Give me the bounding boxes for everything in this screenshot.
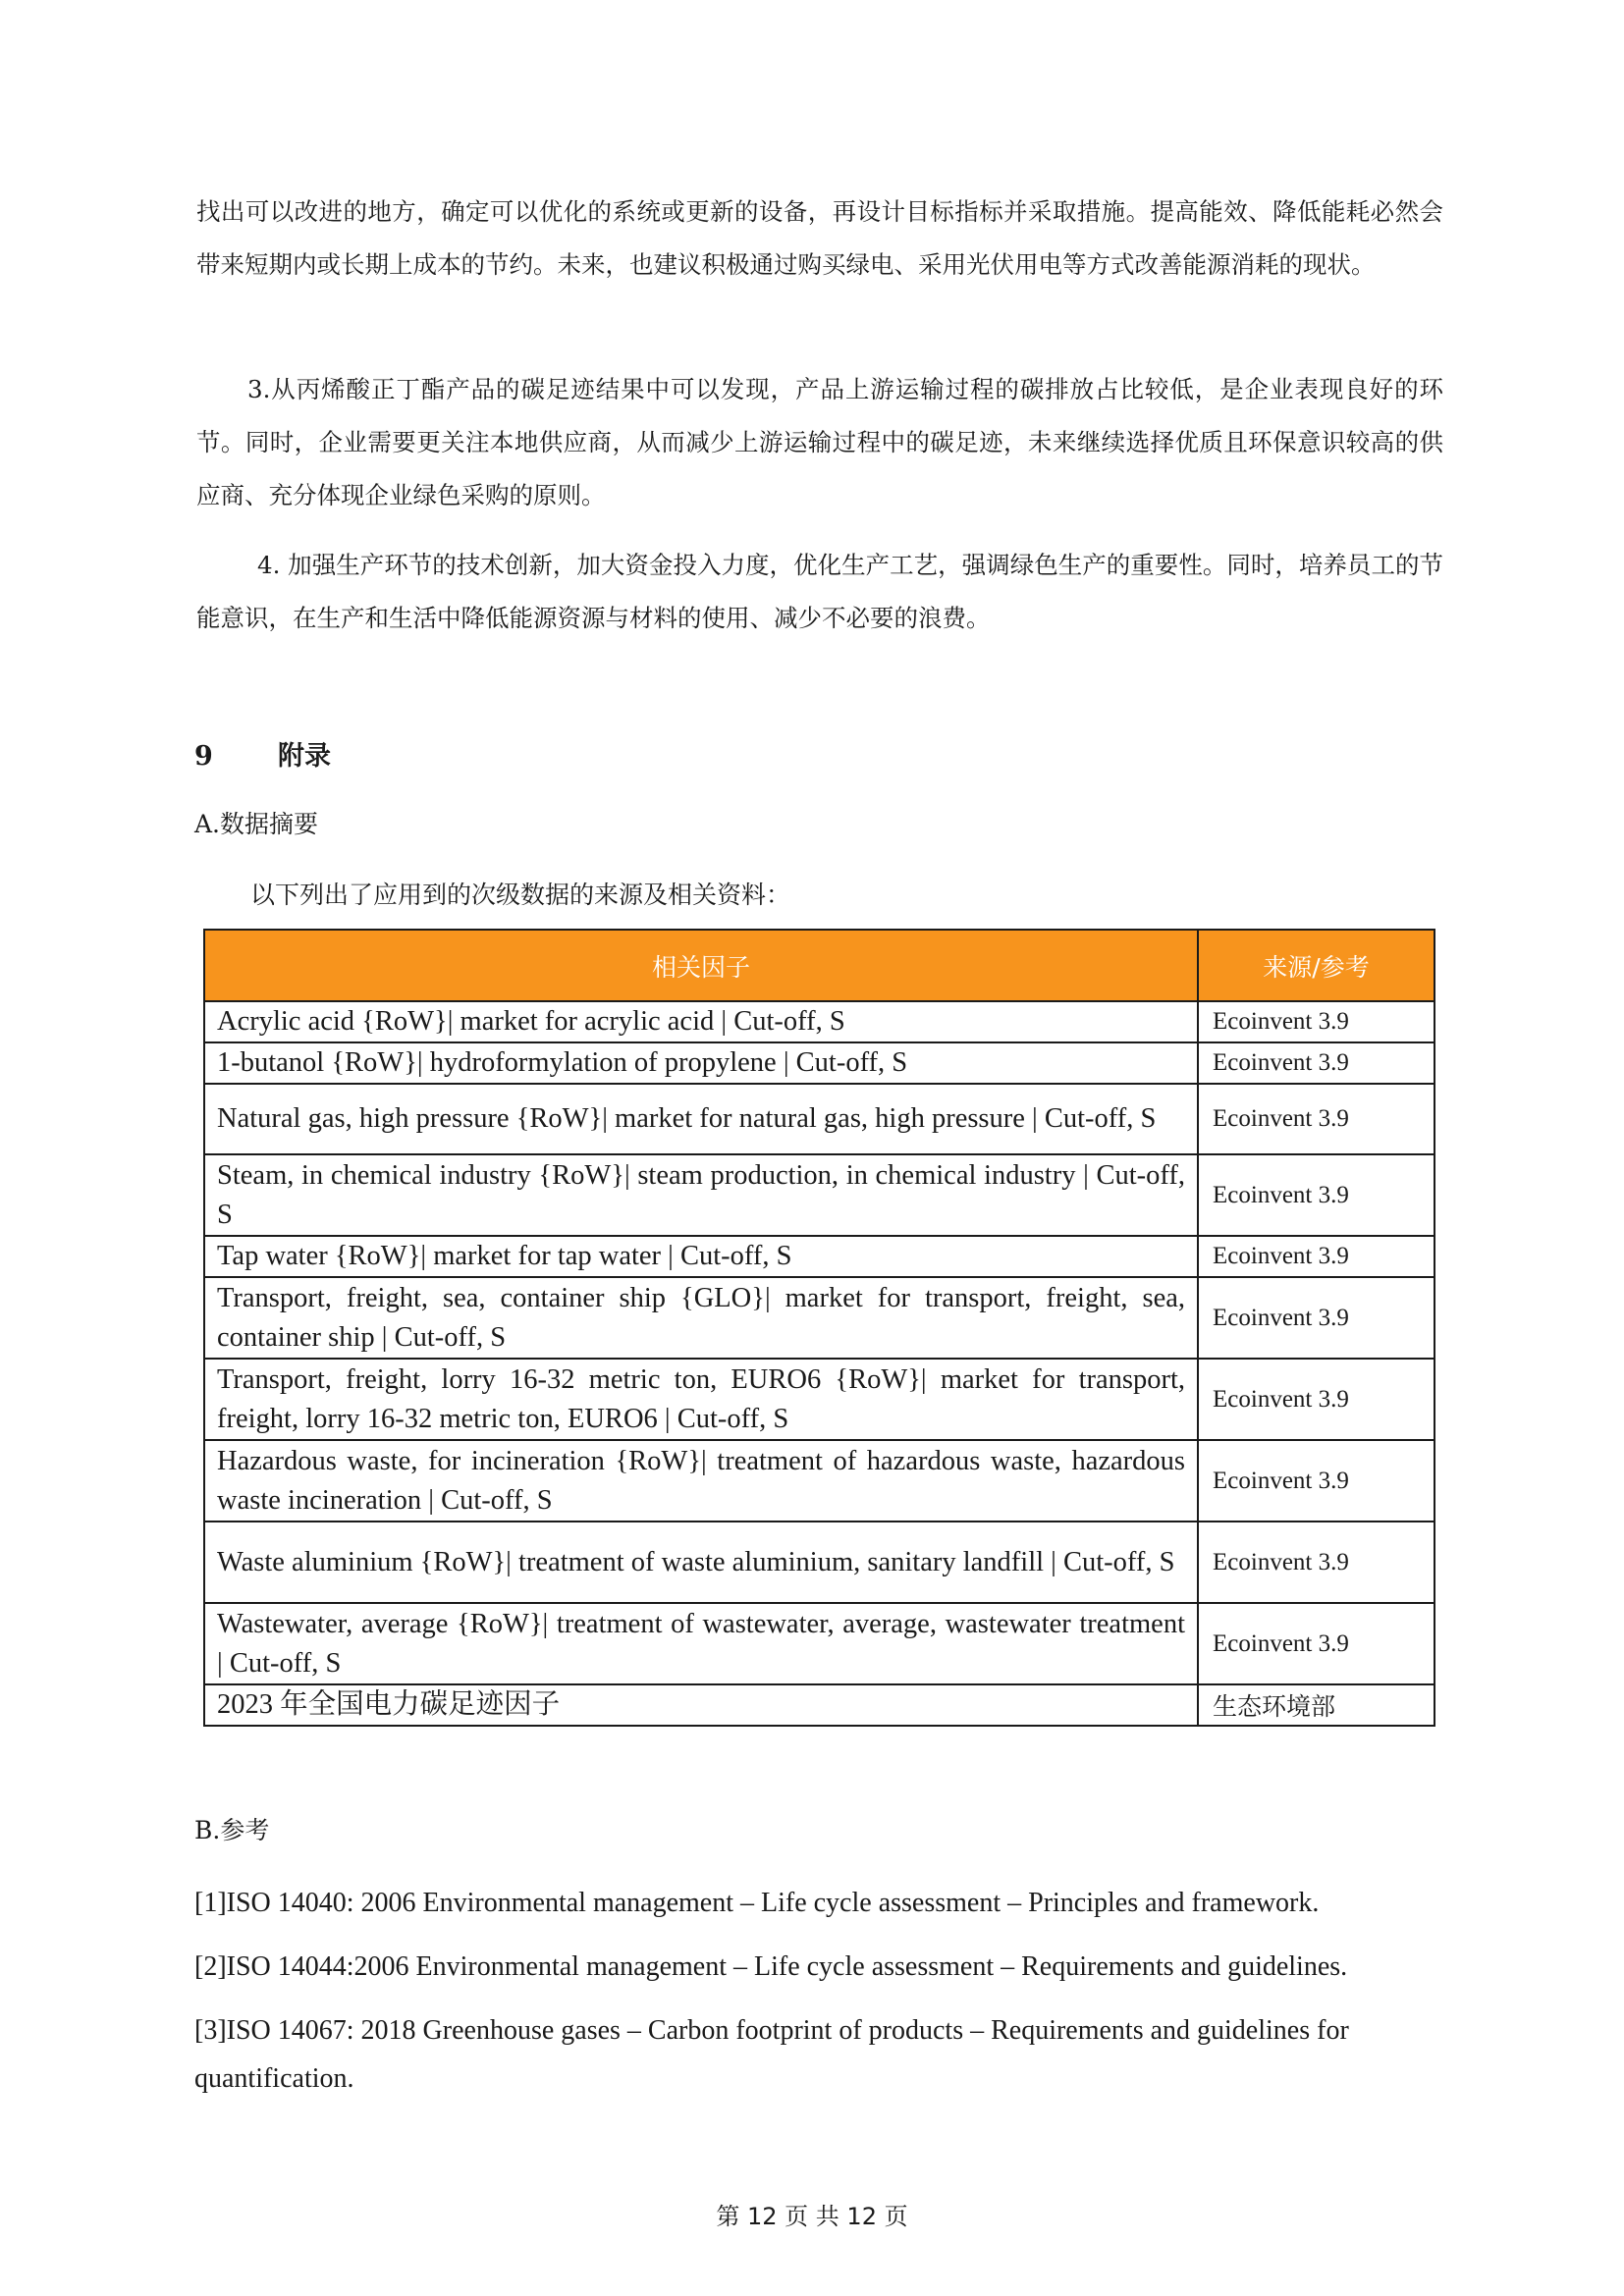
appendix-a-intro: 以下列出了应用到的次级数据的来源及相关资料： — [250, 881, 791, 909]
source-cell: Ecoinvent 3.9 — [1198, 1359, 1435, 1440]
table-header-row — [204, 930, 1435, 1001]
source-cell: Ecoinvent 3.9 — [1198, 1522, 1435, 1603]
table-row — [204, 1001, 1435, 1042]
source-cell: Ecoinvent 3.9 — [1198, 1084, 1435, 1154]
source-cell: Ecoinvent 3.9 — [1198, 1042, 1435, 1084]
column-header-factor: 相关因子 — [204, 930, 1198, 1001]
table-row — [204, 1440, 1435, 1522]
table-row — [204, 1603, 1435, 1684]
factor-cell: Acrylic acid {RoW}| market for acrylic acid | Cut-off, S — [204, 1001, 1198, 1042]
source-cell: Ecoinvent 3.9 — [1198, 1440, 1435, 1522]
page-footer: 第 12 页 共 12 页 — [716, 2203, 908, 2230]
reference-item: [2]ISO 14044:2006 Environmental management – Life cycle assessment – Requirements and guidelines. — [194, 1951, 1348, 1982]
appendix-a-title: A.数据摘要 — [194, 810, 319, 838]
factor-cell: Tap water {RoW}| market for tap water | Cut-off, S — [204, 1236, 1198, 1277]
factor-cell: Steam, in chemical industry {RoW}| steam production, in chemical industry | Cut-off, S — [204, 1154, 1198, 1236]
data-summary-table — [203, 929, 1435, 1727]
source-cell: 生态环境部 — [1198, 1684, 1435, 1726]
table-row — [204, 1042, 1435, 1084]
reference-item: [1]ISO 14040: 2006 Environmental management – Life cycle assessment – Principles and framework. — [194, 1888, 1320, 1918]
source-cell: Ecoinvent 3.9 — [1198, 1236, 1435, 1277]
table-row — [204, 1684, 1435, 1726]
table-row — [204, 1236, 1435, 1277]
appendix-b-title: B.参考 — [194, 1816, 270, 1844]
factor-cell: Transport, freight, lorry 16-32 metric ton, EURO6 {RoW}| market for transport, freight, lorry 16-32 metric ton, EURO6 | Cut-off, S — [204, 1359, 1198, 1440]
factor-cell: 2023 年全国电力碳足迹因子 — [204, 1684, 1198, 1726]
factor-cell: Waste aluminium {RoW}| treatment of waste aluminium, sanitary landfill | Cut-off, S — [204, 1522, 1198, 1603]
table-row — [204, 1277, 1435, 1359]
factor-cell: 1-butanol {RoW}| hydroformylation of propylene | Cut-off, S — [204, 1042, 1198, 1084]
factor-cell: Hazardous waste, for incineration {RoW}| treatment of hazardous waste, hazardous waste incineration | Cut-off, S — [204, 1440, 1198, 1522]
table-row — [204, 1522, 1435, 1603]
body-paragraph: 3.从丙烯酸正丁酯产品的碳足迹结果中可以发现，产品上游运输过程的碳排放占比较低，是企业表现良好的环节。同时，企业需要更关注本地供应商，从而减少上游运输过程中的碳足迹，未来继续选择优质且环保意识较高的供应商、充分体现企业绿色采购的原则。 — [196, 375, 1443, 509]
body-paragraph: 找出可以改进的地方，确定可以优化的系统或更新的设备，再设计目标指标并采取措施。提高能效、降低能耗必然会带来短期内或长期上成本的节约。未来，也建议积极通过购买绿电、采用光伏用电等方式改善能源消耗的现状。 — [196, 197, 1443, 279]
source-cell: Ecoinvent 3.9 — [1198, 1154, 1435, 1236]
table-row — [204, 1154, 1435, 1236]
body-paragraph: 4. 加强生产环节的技术创新，加大资金投入力度，优化生产工艺，强调绿色生产的重要性。同时，培养员工的节能意识，在生产和生活中降低能源资源与材料的使用、减少不必要的浪费。 — [196, 551, 1443, 632]
table-row — [204, 1359, 1435, 1440]
factor-cell: Wastewater, average {RoW}| treatment of wastewater, average, wastewater treatment | Cut-off, S — [204, 1603, 1198, 1684]
reference-item: [3]ISO 14067: 2018 Greenhouse gases – Carbon footprint of products – Requirements and guidelines for quantification. — [194, 2015, 1349, 2094]
section-heading — [194, 734, 331, 773]
source-cell: Ecoinvent 3.9 — [1198, 1001, 1435, 1042]
source-cell: Ecoinvent 3.9 — [1198, 1277, 1435, 1359]
column-header-source: 来源/参考 — [1198, 930, 1435, 1001]
source-cell: Ecoinvent 3.9 — [1198, 1603, 1435, 1684]
factor-cell: Natural gas, high pressure {RoW}| market for natural gas, high pressure | Cut-off, S — [204, 1084, 1198, 1154]
table-row — [204, 1084, 1435, 1154]
section-number: 9 — [194, 741, 213, 772]
section-title: 附录 — [278, 741, 331, 772]
factor-cell: Transport, freight, sea, container ship {GLO}| market for transport, freight, sea, container ship | Cut-off, S — [204, 1277, 1198, 1359]
